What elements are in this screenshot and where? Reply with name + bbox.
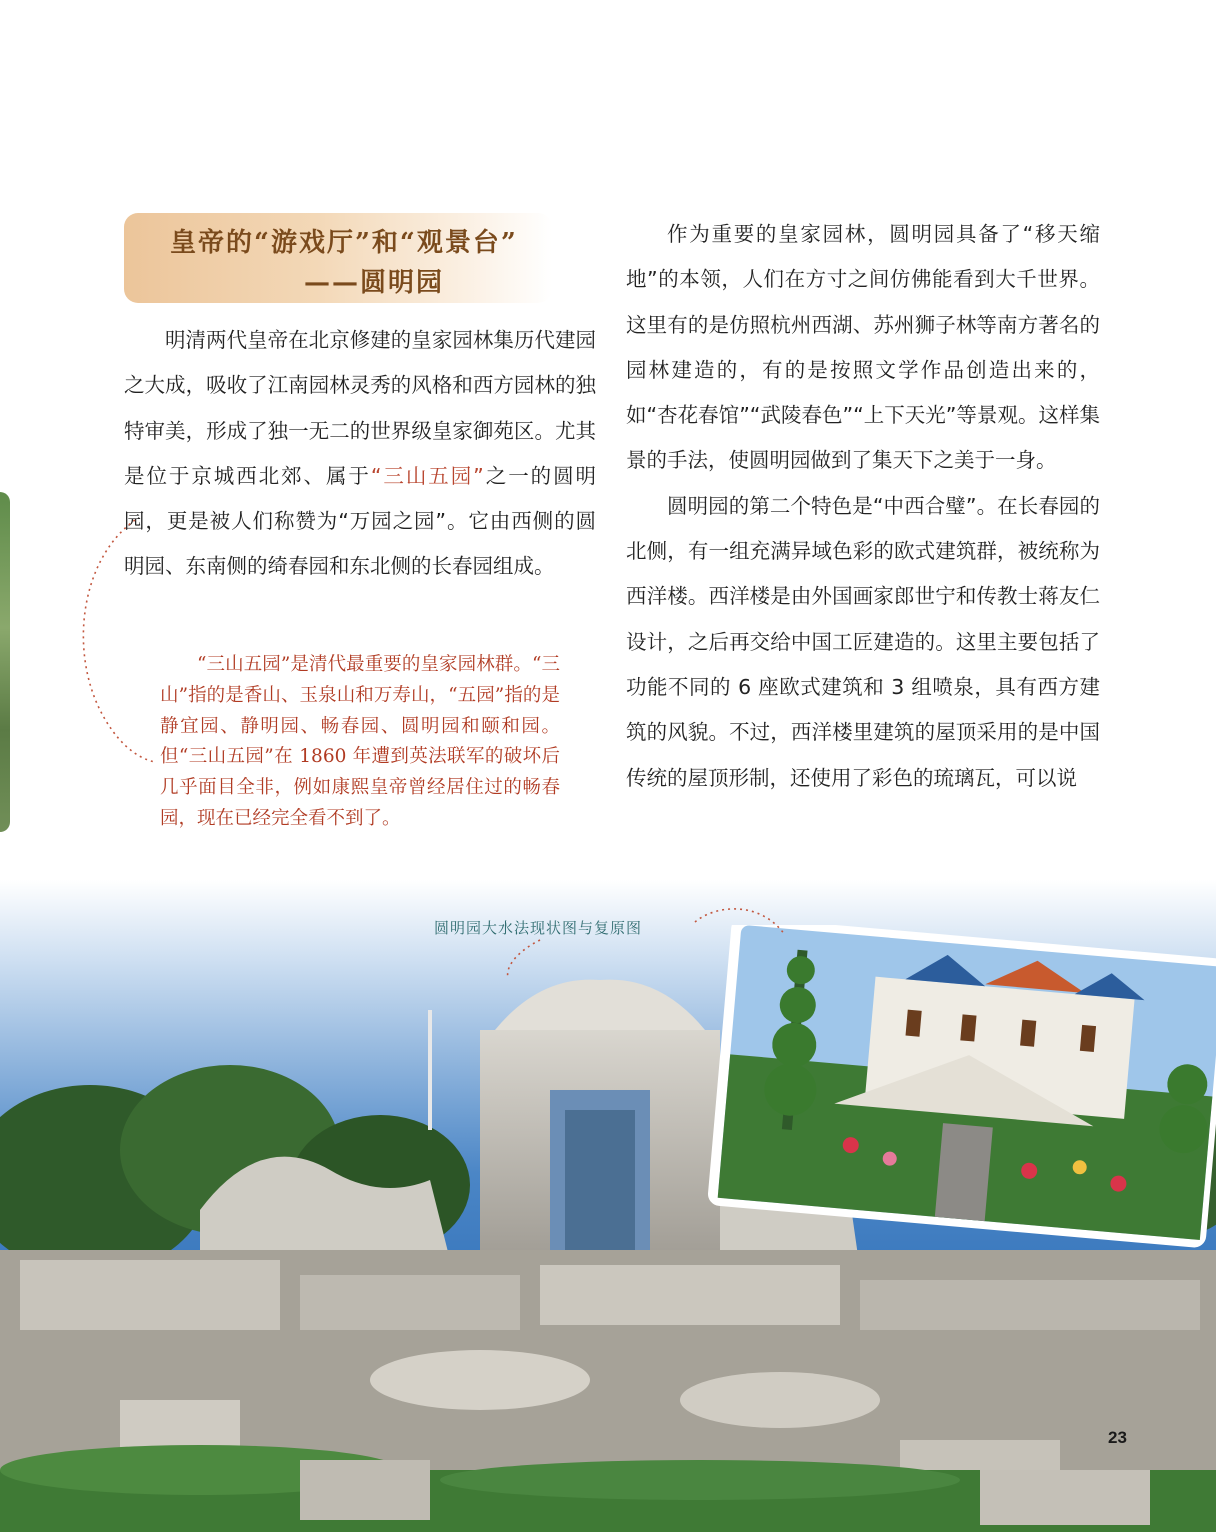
photo-caption: 圆明园大水法现状图与复原图 [434, 919, 643, 937]
left-paragraph-1 [124, 318, 596, 590]
article-subtitle: ——圆明园 [304, 268, 445, 298]
right-paragraph-2: 圆明园的第二个特色是“中西合璧”。在长春园的北侧，有一组充满异域色彩的欧式建筑群，被统称为西洋楼。西洋楼是由外国画家郎世宁和传教士蒋友仁设计，之后再交给中国工匠建造的。这里主要包括了功能不同的 6 座欧式建筑和 3 组喷泉，具有西方建筑的风貌。不过，西洋楼里建筑的屋顶采用的是中国传统的屋顶形制，还使用了彩色的琉璃瓦，可以说 [626, 493, 1100, 790]
side-note [160, 650, 560, 835]
left-paragraph-1-text-a: 明清两代皇帝在北京修建的皇家园林集历代建园之大成，吸收了江南园林灵秀的风格和西方园林的独特审美，形成了独一无二的世界级皇家御苑区。尤其是位于京城西北郊、属于 [124, 328, 596, 488]
dotted-connector-caption [500, 900, 800, 980]
page-number: 23 [1108, 1428, 1127, 1447]
side-note-text: “三山五园”是清代最重要的皇家园林群。“三山”指的是香山、玉泉山和万寿山，“五园”指的是静宜园、静明园、畅春园、圆明园和颐和园。但“三山五园”在 1860 年遭到英法联军的破坏后几乎面目全非，例如康熙皇帝曾经居住过的畅春园，现在已经完全看不到了。 [160, 654, 560, 829]
article-title: 皇帝的“游戏厅”和“观景台” [170, 228, 518, 258]
left-column [124, 318, 596, 590]
left-paragraph-1-text-b: 之一的圆明园，更是被人们称赞为“万园之园”。它由西侧的圆明园、东南侧的绮春园和东北侧的长春园组成。 [124, 463, 597, 579]
three-hills-five-gardens-highlight: “三山五园” [370, 463, 484, 488]
left-edge-photo-strip [0, 492, 10, 832]
right-paragraph-1: 作为重要的皇家园林，圆明园具备了“移天缩地”的本领，人们在方寸之间仿佛能看到大千世界。这里有的是仿照杭州西湖、苏州狮子林等南方著名的园林建造的，有的是按照文学作品创造出来的，如“杏花春馆”“武陵春色”“上下天光”等景观。这样集景的手法，使圆明园做到了集天下之美于一身。 [626, 222, 1100, 473]
dotted-connector-left [60, 500, 170, 780]
right-column [626, 212, 1100, 801]
